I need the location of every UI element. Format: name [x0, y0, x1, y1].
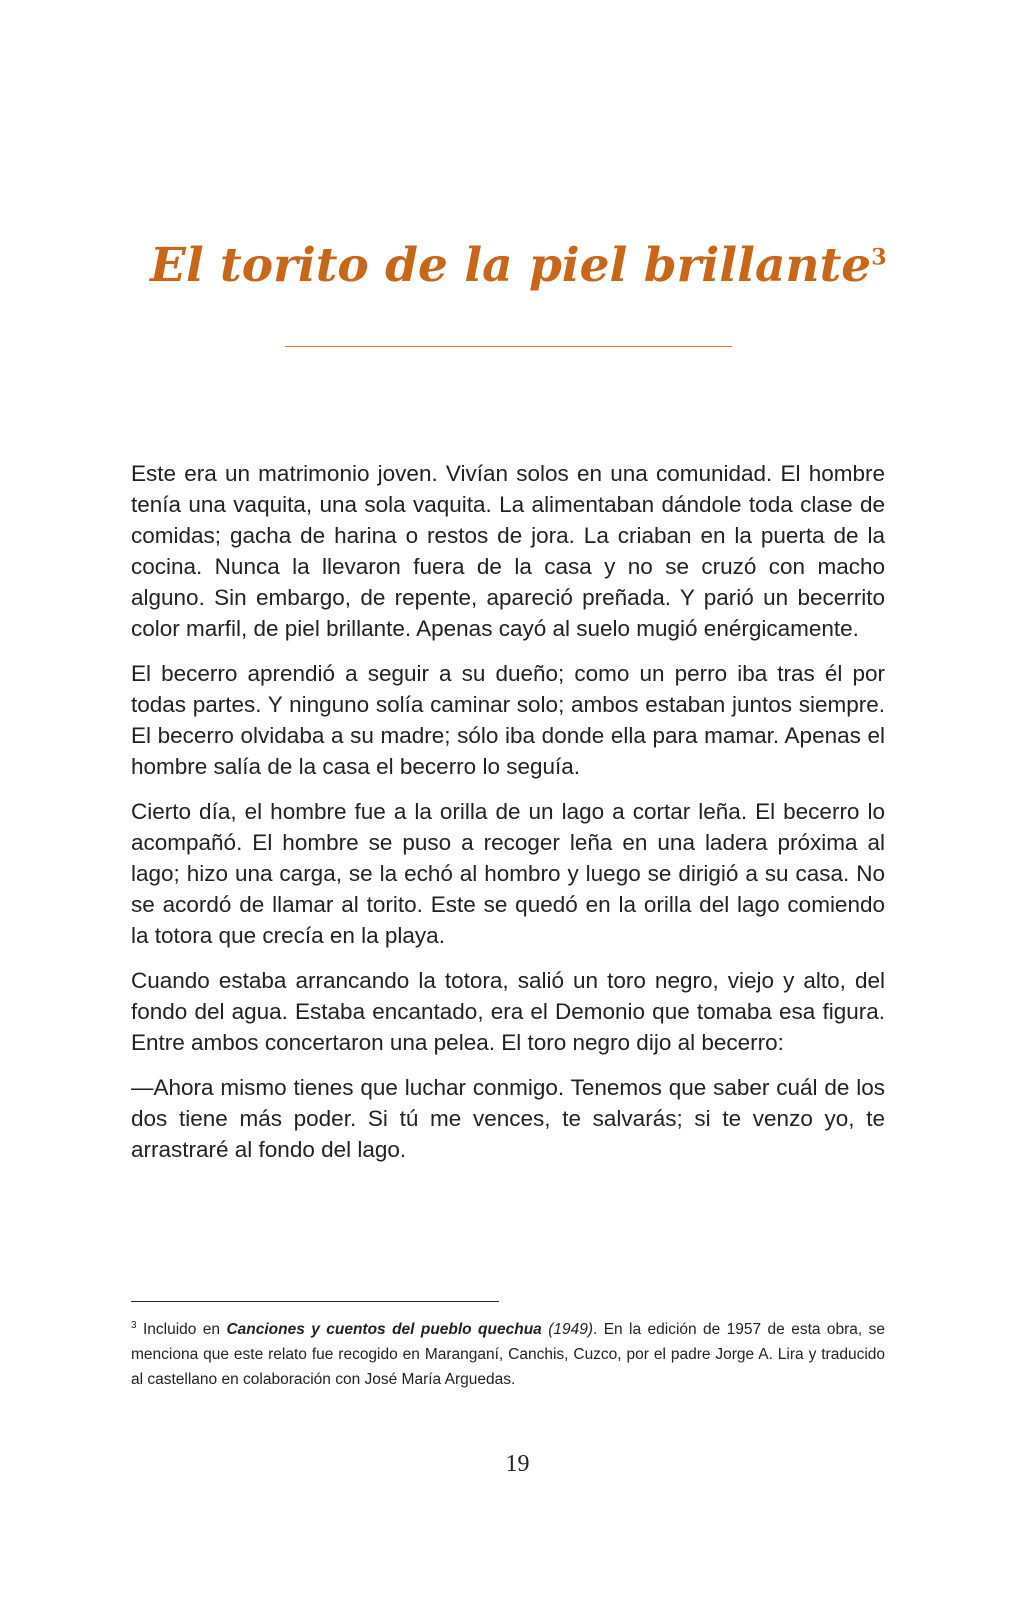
footnote [131, 1317, 885, 1392]
page-number: 19 [505, 1451, 530, 1477]
paragraph: Cuando estaba arrancando la totora, salió un toro negro, viejo y alto, del fondo del agua. Estaba encantado, era el Demonio que tomaba esa figura. Entre ambos concertaron una pelea. El toro negro dijo al becerro: [131, 968, 885, 1055]
footnote-intro: Incluido en [142, 1321, 227, 1338]
paragraph: El becerro aprendió a seguir a su dueño; como un perro iba tras él por todas partes. Y ninguno solía caminar solo; ambos estaban juntos siempre. El becerro olvidaba a su madre; sólo iba donde ella para mamar. Apenas el hombre salía de la casa el becerro lo seguía. [131, 661, 885, 779]
chapter-title [150, 238, 885, 294]
footnote-separator [131, 1301, 499, 1302]
footnote-book-title: Canciones y cuentos del pueblo quechua [226, 1321, 542, 1338]
footnote-rest: . En la edición de 1957 de esta obra, se menciona que este relato fue recogido en Maranganí, Canchis, Cuzco, por el padre Jorge A. Lira y traducido al castellano en colaboración con José María Arguedas. [131, 1321, 885, 1388]
footnote-mark: 3 [131, 1319, 137, 1331]
paragraph: Este era un matrimonio joven. Vivían solos en una comunidad. El hombre tenía una vaquita, una sola vaquita. La alimentaban dándole toda clase de comidas; gacha de harina o restos de jora. La criaban en la puerta de la cocina. Nunca la llevaron fuera de la casa y no se cruzó con macho alguno. Sin embargo, de repente, apareció preñada. Y parió un becerrito color marfil, de piel brillante. Apenas cayó al suelo mugió enérgicamente. [131, 461, 885, 641]
title-underline [285, 346, 732, 347]
footnote-year: (1949) [541, 1321, 593, 1338]
story-body [131, 458, 885, 1179]
chapter-footnote-ref: 3 [871, 244, 887, 271]
chapter-title-text: El torito de la piel brillante [150, 238, 872, 293]
paragraph: —Ahora mismo tienes que luchar conmigo. Tenemos que saber cuál de los dos tiene más poder. Si tú me vences, te salvarás; si te venzo yo, te arrastraré al fondo del lago. [131, 1075, 885, 1162]
paragraph: Cierto día, el hombre fue a la orilla de un lago a cortar leña. El becerro lo acompañó. El hombre se puso a recoger leña en una ladera próxima al lago; hizo una carga, se la echó al hombro y luego se dirigió a su casa. No se acordó de llamar al torito. Este se quedó en la orilla del lago comiendo la totora que crecía en la playa. [131, 799, 885, 948]
